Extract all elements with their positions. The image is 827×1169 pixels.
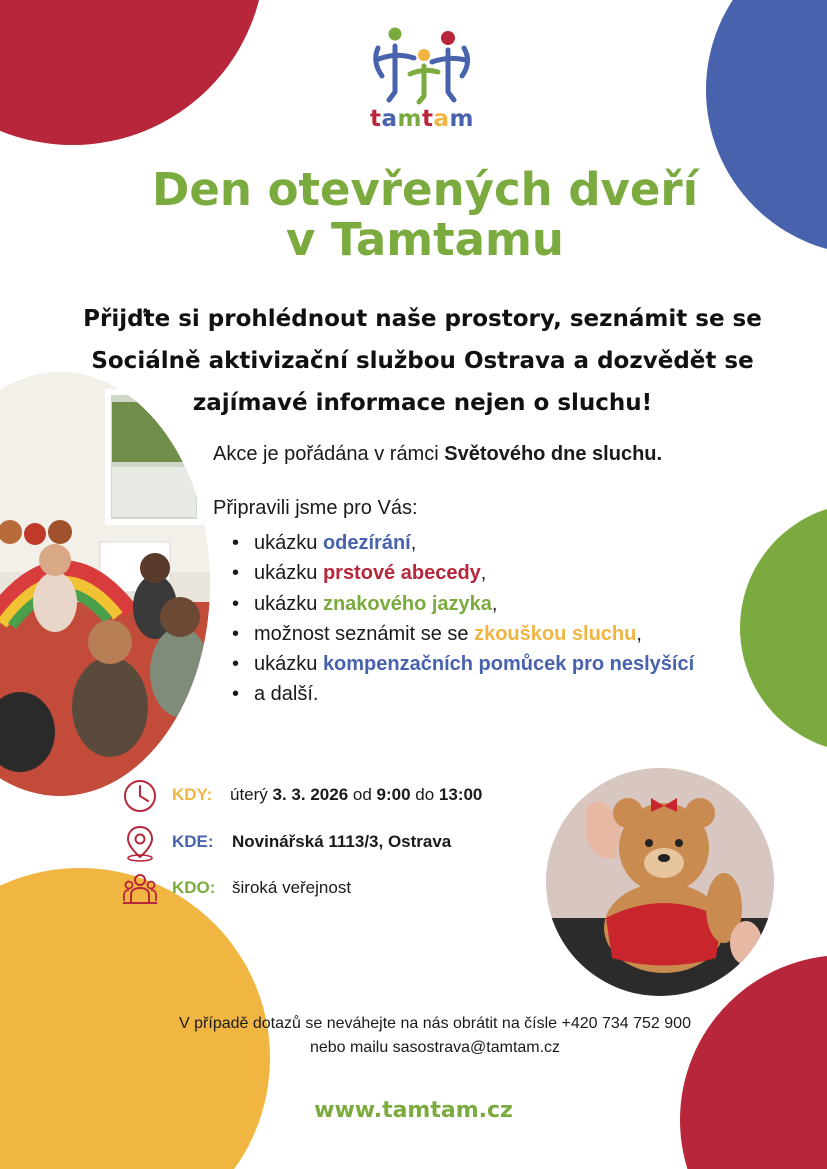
when-from-time: 9:00	[376, 785, 411, 804]
when-value	[230, 785, 482, 805]
prepared-item-text: ukázku	[254, 653, 323, 676]
intro-line-2: Sociálně aktivizační službou Ostrava a dozvědět se	[91, 348, 754, 374]
prepared-item-suffix: ,	[636, 622, 642, 645]
page-title	[60, 165, 790, 265]
prepared-list-item	[232, 649, 792, 679]
prepared-item-keyword: odezírání	[322, 532, 411, 554]
prepared-item-text: ukázku	[254, 592, 323, 615]
family-figures-icon	[362, 22, 482, 106]
location-pin-icon	[122, 823, 158, 863]
prepared-heading: Připravili jsme pro Vás:	[213, 497, 418, 519]
where-value	[232, 832, 451, 852]
prepared-item-text: ukázku	[254, 562, 323, 585]
info-row-when	[122, 776, 562, 816]
logo-letter: a	[381, 106, 398, 132]
prepared-item-suffix: ,	[480, 562, 487, 585]
prepared-list	[232, 528, 792, 710]
when-from-word: od	[348, 785, 377, 804]
who-label: KDO:	[172, 878, 216, 897]
title-line-1: Den otevřených dveří	[152, 163, 698, 216]
info-row-where	[122, 823, 562, 863]
when-label: KDY:	[172, 785, 213, 804]
prepared-item-keyword: zkouškou sluchu	[474, 622, 637, 645]
logo-letter: t	[422, 106, 434, 132]
prepared-list-item	[232, 589, 792, 619]
tamtam-logo	[362, 22, 482, 137]
intro-line-1: Přijďte si prohlédnout naše prostory, seznámit se se	[83, 306, 762, 332]
logo-letter: t	[370, 106, 382, 132]
when-to-word: do	[410, 785, 439, 804]
prepared-item-text: možnost seznámit se se	[254, 622, 475, 645]
who-value: široká veřejnost	[232, 878, 352, 897]
decor-circle-red-top-left	[0, 0, 265, 145]
clock-icon	[122, 776, 158, 816]
when-to-time: 13:00	[438, 785, 483, 804]
when-date: 3. 3. 2026	[272, 785, 349, 804]
people-icon	[122, 869, 158, 909]
prepared-item-text: ukázku	[254, 532, 323, 554]
photo-group-activity	[0, 372, 210, 796]
prepared-item-keyword: kompenzačních pomůcek pro neslyšící	[322, 653, 695, 676]
prepared-item-suffix: ,	[410, 532, 417, 554]
prepared-item-text: a další.	[254, 683, 319, 706]
prepared-item-keyword: znakového jazyka	[322, 592, 492, 615]
prepared-list-item	[232, 558, 792, 588]
prepared-list-item	[232, 528, 792, 558]
website-link[interactable]: www.tamtam.cz	[314, 1098, 513, 1123]
prepared-item-suffix: ,	[491, 592, 498, 615]
event-note-highlight: Světového dne sluchu.	[444, 443, 663, 465]
prepared-list-item	[232, 619, 792, 649]
logo-letter: m	[449, 106, 474, 132]
contact-info	[120, 1012, 750, 1060]
logo-wordmark	[362, 106, 482, 132]
photo-teddy-bear	[546, 768, 774, 996]
contact-line-1: V případě dotazů se neváhejte na nás obrátit na čísle +420 734 752 900	[179, 1015, 691, 1032]
where-label: KDE:	[172, 832, 214, 851]
intro-text	[55, 298, 790, 424]
where-address: Novinářská 1113/3, Ostrava	[232, 832, 452, 851]
title-line-2: v Tamtamu	[286, 213, 564, 266]
contact-line-2: nebo mailu sasostrava@tamtam.cz	[309, 1039, 561, 1056]
prepared-list-item	[232, 679, 792, 709]
event-note-prefix: Akce je pořádána v rámci	[213, 443, 445, 465]
when-day: úterý	[230, 785, 273, 804]
info-row-who	[122, 869, 562, 909]
logo-letter: a	[433, 106, 450, 132]
event-note	[213, 443, 773, 466]
intro-line-3: zajímavé informace nejen o sluchu!	[192, 390, 653, 416]
logo-letter: m	[397, 106, 422, 132]
prepared-item-keyword: prstové abecedy	[322, 562, 481, 585]
